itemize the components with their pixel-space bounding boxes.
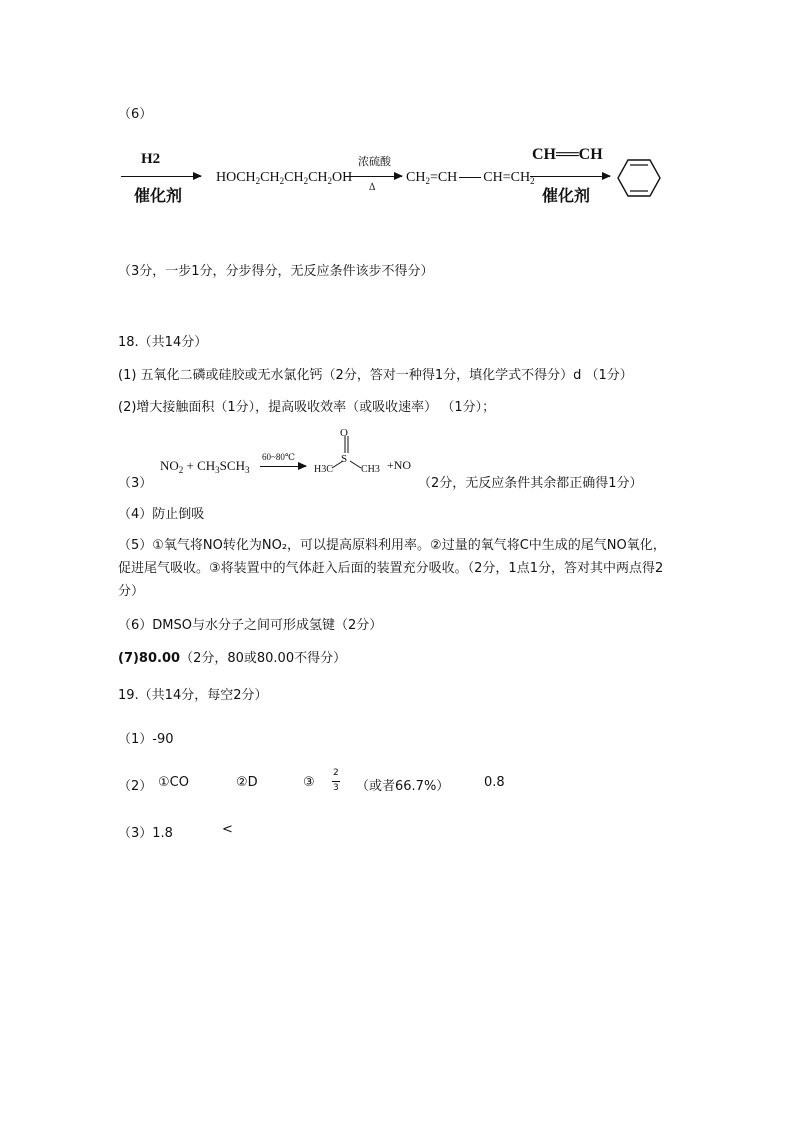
step3-reagent: CH══CH xyxy=(532,146,603,163)
reaction-arrow xyxy=(260,466,306,467)
q19-answer-3-sign: < xyxy=(222,822,233,837)
dmso-methyl-left: H3C xyxy=(314,464,333,475)
q19-answer-2-iii: ③ xyxy=(303,775,315,790)
q19-answer-2-last: 0.8 xyxy=(484,775,505,790)
dmso-methyl-right: CH3 xyxy=(361,464,380,475)
step3-arrow xyxy=(530,176,610,177)
q17-scoring-note: （3分，一步1分，分步得分，无反应条件该步不得分） xyxy=(118,264,434,279)
step1-reagent: H2 xyxy=(141,151,161,167)
cyclohexadiene-structure xyxy=(616,157,662,199)
alcohol-formula: $HOCH_2CH_2CH_2CH_2OH$ xyxy=(216,170,353,186)
fraction-denominator: 3 xyxy=(333,783,339,793)
dmso-oxygen: O xyxy=(340,427,348,439)
step1-catalyst: 催化剂 xyxy=(134,186,183,205)
dmso-sulfur: S xyxy=(341,453,348,465)
q19-answer-2-alt: （或者66.7%） xyxy=(356,779,450,794)
q18-answer-2: (2)增大接触面积（1分），提高吸收效率（或吸收速率） （1分）； xyxy=(118,400,496,415)
step3-catalyst: 催化剂 xyxy=(542,186,591,205)
fraction-numerator: 2 xyxy=(333,768,339,778)
step2-reagent: 浓硫酸 xyxy=(358,156,391,168)
butadiene-formula: $CH_2=CH$ $CH=CH_2$ xyxy=(406,170,535,186)
q18-answer-3-label: （3） xyxy=(118,476,153,491)
step2-condition: Δ xyxy=(369,182,376,193)
q18-answer-7-note: （2分，80或80.00不得分） xyxy=(180,651,347,666)
q19-answer-2-ii: ②D xyxy=(236,775,258,790)
q19-title: 19.（共14分，每空2分） xyxy=(118,688,268,703)
no-byproduct: +NO xyxy=(387,458,412,472)
reaction-condition: 60~80℃ xyxy=(262,452,295,462)
q18-answer-7 xyxy=(118,647,346,666)
q18-answer-7-value: (7)80.00 xyxy=(118,651,181,666)
q19-answer-2-label: （2） xyxy=(118,779,153,794)
q18-answer-6: （6）DMSO与水分子之间可形成氢键（2分） xyxy=(118,618,383,633)
q18-answer-4: （4）防止倒吸 xyxy=(118,507,205,522)
step2-arrow xyxy=(344,176,402,177)
step1-arrow xyxy=(121,176,201,177)
reaction-reactants: $NO_2 + CH_3SCH_3$ xyxy=(160,458,250,475)
q18-answer-1: (1) 五氧化二磷或硅胶或无水氯化钙（2分，答对一种得1分，填化学式不得分）d （1分） xyxy=(118,368,633,383)
q19-answer-2-i: ①CO xyxy=(158,775,189,790)
q18-answer-3-score: （2分，无反应条件其余都正确得1分） xyxy=(418,476,643,491)
part-label-6: （6） xyxy=(118,107,153,122)
fraction-bar xyxy=(332,781,340,782)
q18-title: 18.（共14分） xyxy=(118,335,208,350)
q19-answer-1: （1）-90 xyxy=(118,732,174,747)
q18-answer-5: （5）①氧气将NO转化为NO₂，可以提高原料利用率。②过量的氧气将C中生成的尾气NO氧化，促进尾气吸收。③将装置中的气体赶入后面的装置充分吸收。（2分，1点1分，答对其中两点得2分） xyxy=(118,538,666,599)
q19-answer-3: （3）1.8 xyxy=(118,826,173,841)
